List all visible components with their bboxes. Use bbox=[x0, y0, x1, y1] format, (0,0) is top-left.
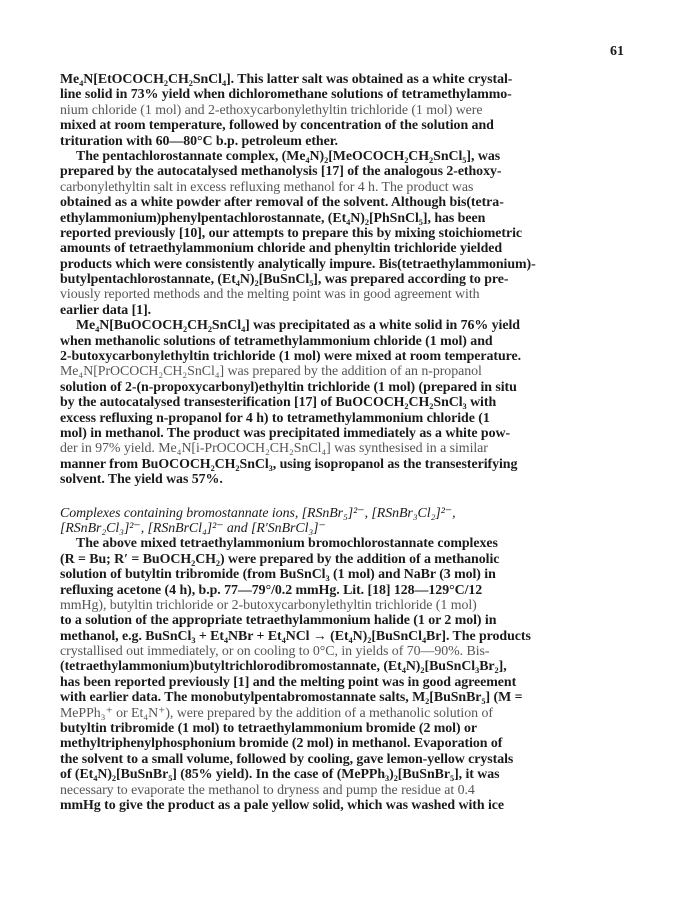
text-line: (R = Bu; R′ = BuOCH₂CH₂) were prepared by the addition of a methanolic bbox=[60, 551, 500, 567]
text-line: methyltriphenylphosphonium bromide (2 mol) in methanol. Evaporation of bbox=[60, 736, 503, 752]
text-line: mol) in methanol. The product was precipitated immediately as a white pow- bbox=[60, 425, 511, 441]
text-line: Me₄N[EtOCOCH₂CH₂SnCl₄]. This latter salt was obtained as a white crystal- bbox=[60, 72, 513, 87]
text-line: carbonylethyltin salt in excess refluxing methanol for 4 h. The product was bbox=[60, 179, 474, 195]
text-line: amounts of tetraethylammonium chloride and phenyltin trichloride yielded bbox=[60, 241, 503, 257]
text-line: Me₄N[PrOCOCH₂CH₂SnCl₄] was prepared by the addition of an n-propanol bbox=[60, 364, 482, 380]
body-text bbox=[60, 72, 620, 813]
text-line: 2-butoxycarbonylethyltin trichloride (1 mol) were mixed at room temperature. bbox=[60, 349, 522, 365]
text-line: trituration with 60—80°C b.p. petroleum ether. bbox=[60, 133, 338, 149]
text-line: solution of butyltin tribromide (from BuSnCl₃ (1 mol) and NaBr (3 mol) in bbox=[60, 567, 496, 583]
text-line: has been reported previously [1] and the melting point was in good agreement bbox=[60, 674, 517, 690]
text-line: mixed at room temperature, followed by concentration of the solution and bbox=[60, 118, 494, 134]
text-line: MePPh₃⁺ or Et₄N⁺), were prepared by the addition of a methanolic solution of bbox=[60, 705, 493, 721]
text-line: viously reported methods and the melting point was in good agreement with bbox=[60, 287, 480, 303]
text-line: refluxing acetone (4 h), b.p. 77—79°/0.2 mmHg. Lit. [18] 128—129°C/12 bbox=[60, 582, 483, 598]
text-line: necessary to evaporate the methanol to dryness and pump the residue at 0.4 bbox=[60, 782, 475, 798]
text-line: reported previously [10], our attempts to prepare this by mixing stoichiometric bbox=[60, 225, 522, 241]
text-line: nium chloride (1 mol) and 2-ethoxycarbonylethyltin trichloride (1 mol) were bbox=[60, 102, 483, 118]
text-line: solvent. The yield was 57%. bbox=[60, 472, 223, 488]
text-line: butylpentachlorostannate, (Et₄N)₂[BuSnCl₅], was prepared according to pre- bbox=[60, 272, 509, 288]
text-line: obtained as a white powder after removal of the solvent. Although bis(tetra- bbox=[60, 195, 504, 211]
text-line: Me₄N[BuOCOCH₂CH₂SnCl₄] was precipitated as a white solid in 76% yield bbox=[76, 318, 520, 334]
text-line: earlier data [1]. bbox=[60, 302, 152, 318]
text-line: when methanolic solutions of tetramethylammonium chloride (1 mol) and bbox=[60, 333, 493, 349]
section-gap bbox=[60, 488, 620, 506]
text-line: crystallised out immediately, or on cooling to 0°C, in yields of 70—90%. Bis- bbox=[60, 644, 490, 660]
page-number: 61 bbox=[610, 44, 624, 59]
text-line: mmHg to give the product as a pale yellow solid, which was washed with ice bbox=[60, 797, 505, 813]
text-line: solution of 2-(n-propoxycarbonyl)ethyltin trichloride (1 mol) (prepared in situ bbox=[60, 379, 517, 395]
text-line: line solid in 73% yield when dichloromethane solutions of tetramethylammo- bbox=[60, 87, 512, 103]
section-heading-line: Complexes containing bromostannate ions, [RSnBr₅]²⁻, [RSnBr₃Cl₂]²⁻, bbox=[60, 505, 456, 521]
text-line: butyltin tribromide (1 mol) to tetraethylammonium bromide (2 mol) or bbox=[60, 721, 477, 737]
text-line: (tetraethylammonium)butyltrichlorodibromostannate, (Et₄N)₂[BuSnCl₃Br₂], bbox=[60, 659, 507, 675]
text-line: mmHg), butyltin trichloride or 2-butoxycarbonylethyltin trichloride (1 mol) bbox=[60, 597, 477, 613]
text-line: the solvent to a small volume, followed by cooling, gave lemon-yellow crystals bbox=[60, 751, 514, 767]
text-line: products which were consistently analytically impure. Bis(tetraethylammonium)- bbox=[60, 256, 536, 272]
text-line: to a solution of the appropriate tetraethylammonium halide (1 or 2 mol) in bbox=[60, 613, 497, 629]
text-line: of (Et₄N)₂[BuSnBr₅] (85% yield). In the case of (MePPh₃)₂[BuSnBr₅], it was bbox=[60, 767, 500, 783]
text-line: ethylammonium)phenylpentachlorostannate, (Et₄N)₂[PhSnCl₅], has been bbox=[60, 210, 486, 226]
text-line: methanol, e.g. BuSnCl₃ + Et₄NBr + Et₄NCl → (Et₄N)₂[BuSnCl₄Br]. The products bbox=[60, 628, 531, 644]
text-line: der in 97% yield. Me₄N[i-PrOCOCH₂CH₂SnCl₄] was synthesised in a similar bbox=[60, 441, 488, 457]
section-heading-line: [RSnBr₂Cl₃]²⁻, [RSnBrCl₄]²⁻ and [R′SnBrCl₃]⁻ bbox=[60, 520, 326, 536]
text-line: by the autocatalysed transesterification [17] of BuOCOCH₂CH₂SnCl₃ with bbox=[60, 395, 497, 411]
text-line: excess refluxing n-propanol for 4 h) to tetramethylammonium chloride (1 bbox=[60, 410, 490, 426]
text-line: manner from BuOCOCH₂CH₂SnCl₃, using isopropanol as the transesterifying bbox=[60, 456, 518, 472]
text-line: with earlier data. The monobutylpentabromostannate salts, M₂[BuSnBr₅] (M = bbox=[60, 690, 523, 706]
text-line: The pentachlorostannate complex, (Me₄N)₂[MeOCOCH₂CH₂SnCl₅], was bbox=[76, 148, 501, 164]
text-line: prepared by the autocatalysed methanolysis [17] of the analogous 2-ethoxy- bbox=[60, 164, 502, 180]
text-line: The above mixed tetraethylammonium bromochlorostannate complexes bbox=[76, 536, 498, 552]
